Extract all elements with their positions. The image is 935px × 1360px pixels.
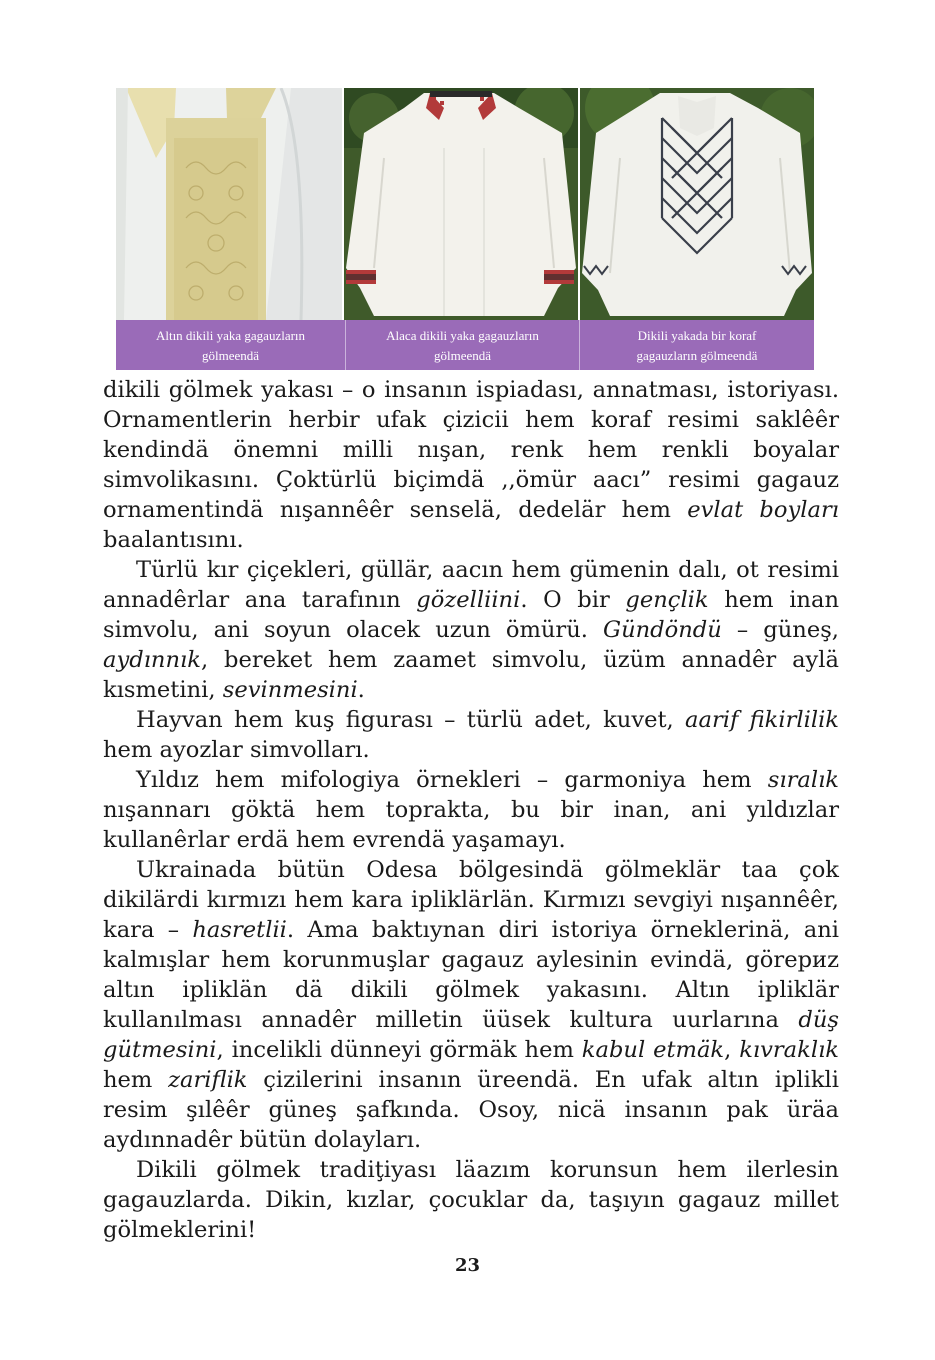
paragraph-threads: Ukrainada bütün Odesa bölgesindä gölmeklär taa çok dikilärdi kırmızı hem kara ipliklärlän. Kırmızı sevgiyi nışannêêr, kara – hasretlii. Ama baktıynan diri istoriya örneklerinä, ani kalmışlar hem korunmuşlar gagauz aylesinin evindä, görериz altın ipliklän dä dikili gölmek yakasını. Altın ipliklär kullanılması annadêr milletin üüsek kultura uurlarına düş gütmesini, incelikli dünneyi görmäk hem kabul etmäk, kıvraklık hem zariflik çizilerini insanın üreendä. En ufak altın iplikli resim şılêêr güneş şafkında. Osoy, nicä insanın pak üräa aydınnadêr bütün dolayları. [103,857,840,1153]
caption-colorful-collar: Alaca dikili yaka gagauzların gölmeendä [346,320,580,370]
lattice-embroidered-collar-photo [578,88,814,320]
red-embroidered-collar-photo [342,88,578,320]
page-number: 23 [454,1255,481,1276]
paragraph-flowers: Türlü kır çiçekleri, güllär, aacın hem gümenin dalı, ot resimi annadêrlar ana tarafının gözelliini. O bir gençlik hem inan simvolu, ani soyun olacek uzun ömürü. Gündöndü – güneş, aydınnık, bereket hem zaamet simvolu, üzüm annadêr aylä kısmetini, sevinmesini. [103,557,839,703]
paragraph-stars: Yıldız hem mifologiya örnekleri – garmoniya hem sıralık nışannarı göktä hem toprakta, bu bir inan, ani yıldızlar kullanêrlar erdä hem evrendä yaşamayı. [103,767,839,853]
photo-strip [116,88,814,320]
caption-bar [116,320,814,370]
shirt-collars-figure [116,88,814,370]
body-text [103,375,839,1245]
paragraph-tradition: Dikili gölmek tradiţiyası läazım korunsun hem ilerlesin gagauzlarda. Dikin, kızlar, çocuklar da, taşıyın gagauz millet gölmeklerini! [103,1157,839,1243]
gold-embroidered-collar-photo [116,88,342,320]
caption-pattern-collar: Dikili yakada bir koraf gagauzların gölmeendä [636,327,758,363]
caption-gold-collar: Altın dikili yaka gagauzların gölmeendä [116,320,346,370]
paragraph-collar-story: dikili gölmek yakası – o insanın ispiadası, annatması, istoriyası. Ornamentlerin herbir ufak çizicii hem koraf resimi saklêêr kendindä önemni milli nışan, renk hem renkli boyalar simvolikasını. Çoktürlü biçimdä ,,ömür aacı” resimi gagauz ornamentindä nışannêêr senselä, dedelär hem evlat boyları baalantısını. [103,377,839,553]
paragraph-animals: Hayvan hem kuş figurası – türlü adet, kuvet, aarif fikirlilik hem ayozlar simvolları. [103,707,839,763]
